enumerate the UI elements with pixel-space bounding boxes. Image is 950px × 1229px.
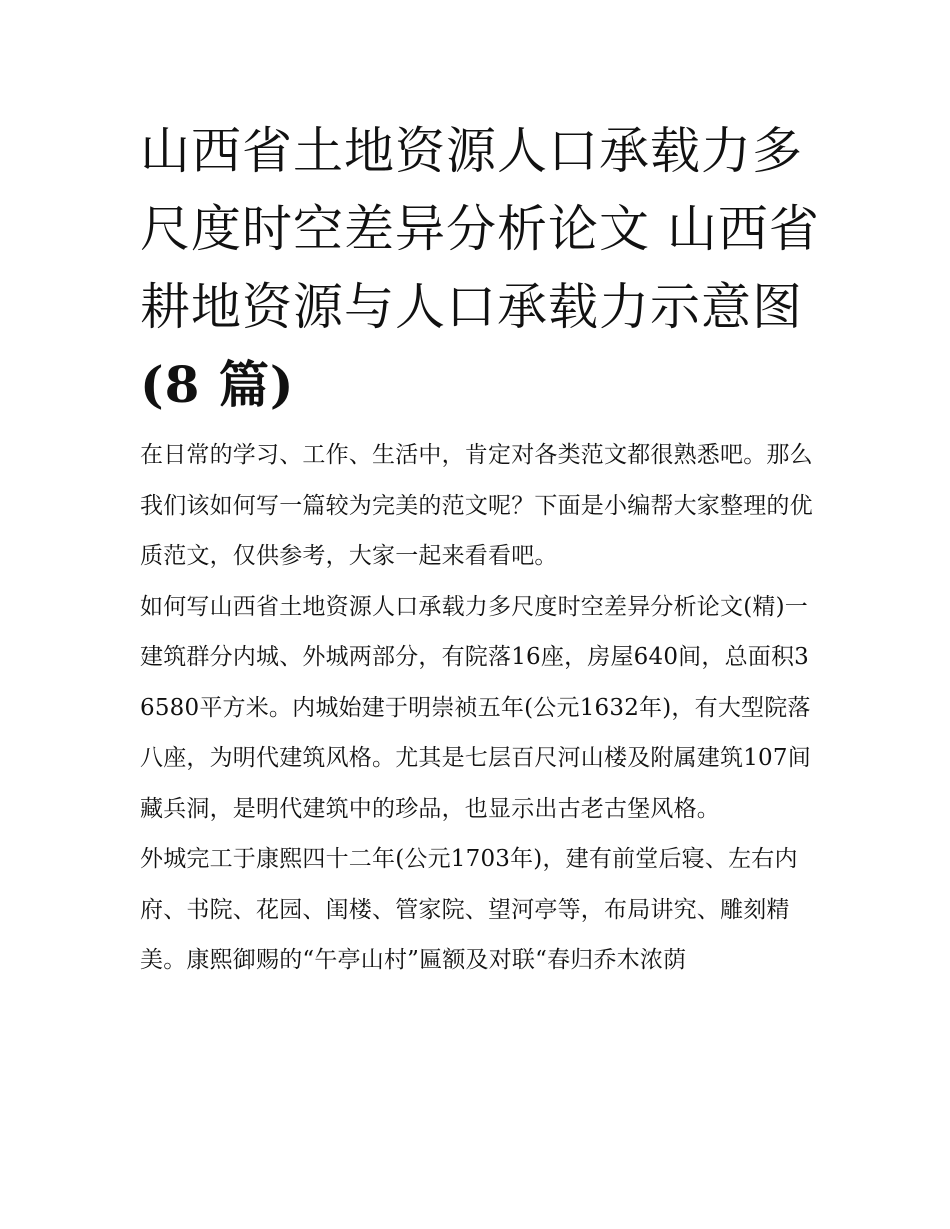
title-main: 山西省土地资源人口承载力多尺度时空差异分析论文 山西省耕地资源与人口承载力示意图 (140, 122, 820, 336)
title-count: (8 篇) (140, 355, 295, 414)
intro-paragraph: 在日常的学习、工作、生活中，肯定对各类范文都很熟悉吧。那么我们该如何写一篇较为完美的范文呢？下面是小编帮大家整理的优质范文，仅供参考，大家一起来看看吧。 (140, 442, 813, 569)
body-paragraph-inner-city: 建筑群分内城、外城两部分，有院落16座，房屋640间，总面积36580平方米。内城始建于明崇祯五年(公元1632年)，有大型院落八座，为明代建筑风格。尤其是七层百尺河山楼及附属建筑107间藏兵洞，是明代建筑中的珍品，也显示出古老古堡风格。 (140, 644, 811, 822)
body-paragraph-outer-city: 外城完工于康熙四十二年(公元1703年)，建有前堂后寝、左右内府、书院、花园、闺楼、管家院、望河亭等，布局讲究、雕刻精美。康熙御赐的“午亭山村”匾额及对联“春归乔木浓荫 (140, 846, 798, 973)
document-body (140, 430, 820, 986)
section-heading: 如何写山西省土地资源人口承载力多尺度时空差异分析论文(精)一 (140, 593, 808, 620)
document-title (140, 112, 840, 424)
